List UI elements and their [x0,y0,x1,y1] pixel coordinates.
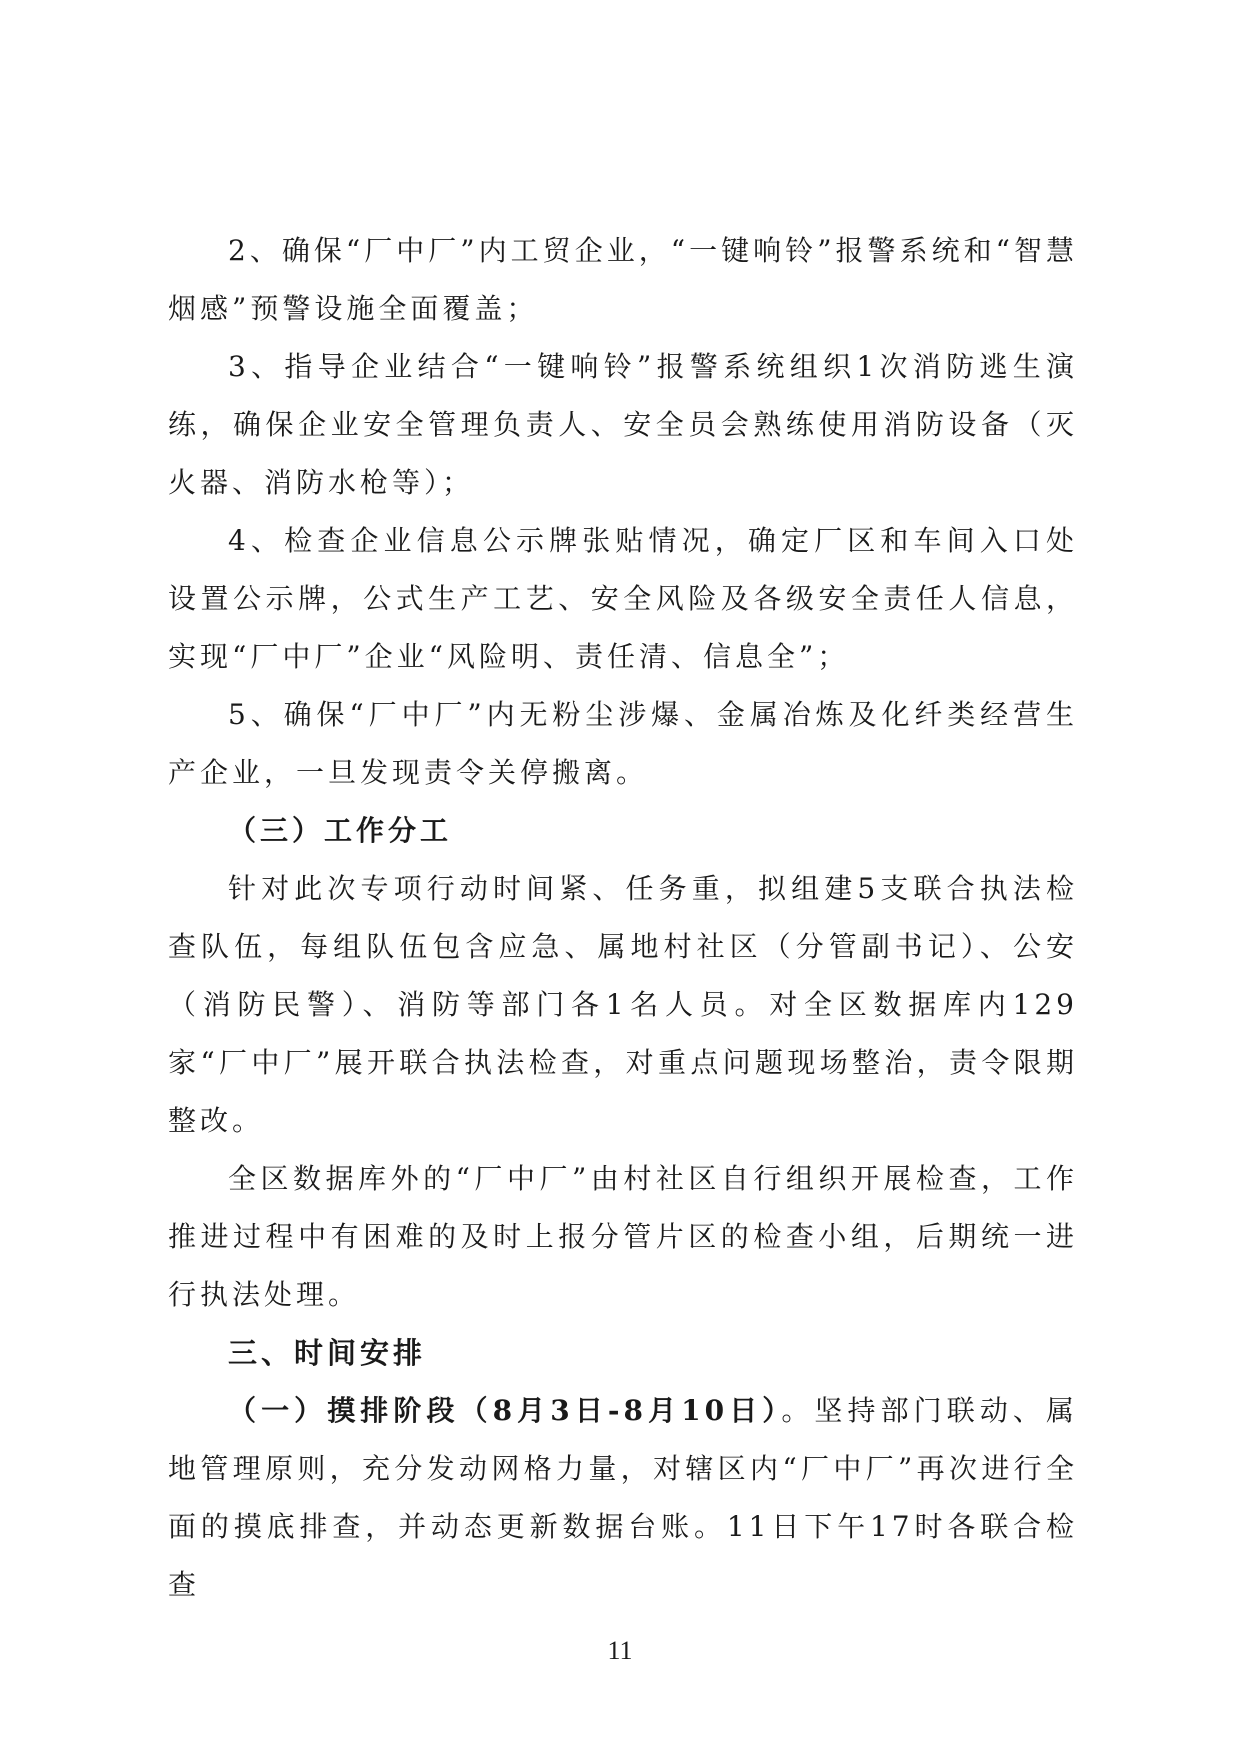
paragraph-item-2: 2、确保“厂中厂”内工贸企业，“一键响铃”报警系统和“智慧烟感”预警设施全面覆盖； [168,234,1078,325]
paragraph-outside-database: 全区数据库外的“厂中厂”由村社区自行组织开展检查，工作推进过程中有困难的及时上报分管片区的检查小组，后期统一进行执法处理。 [168,1162,1078,1311]
document-body [168,222,1078,1614]
paragraph-item-4: 4、检查企业信息公示牌张贴情况，确定厂区和车间入口处设置公示牌，公式生产工艺、安全风险及各级安全责任人信息，实现“厂中厂”企业“风险明、责任清、信息全”； [168,524,1078,673]
paragraph-item-3: 3、指导企业结合“一键响铃”报警系统组织1次消防逃生演练，确保企业安全管理负责人、安全员会熟练使用消防设备（灭火器、消防水枪等）； [168,350,1078,499]
subheading-work-division: （三）工作分工 [228,814,453,847]
paragraph-item-5: 5、确保“厂中厂”内无粉尘涉爆、金属冶炼及化纤类经营生产企业，一旦发现责令关停搬离。 [168,698,1078,789]
phase-one-title: （一）摸排阶段（8月3日-8月10日） [228,1394,782,1427]
paragraph-work-division: 针对此次专项行动时间紧、任务重，拟组建5支联合执法检查队伍，每组队伍包含应急、属地村社区（分管副书记）、公安（消防民警）、消防等部门各1名人员。对全区数据库内129家“厂中厂”展开联合执法检查，对重点问题现场整治，责令限期整改。 [168,872,1078,1137]
phase-one-text: 。坚持部门联动、属地管理原则，充分发动网格力量，对辖区内“厂中厂”再次进行全面的摸底排查，并动态更新数据台账。11日下午17时各联合检查 [168,1394,1078,1601]
page-number: 11 [607,1636,633,1665]
paragraph-phase-one [168,1382,1078,1614]
section-heading-schedule: 三、时间安排 [228,1336,427,1370]
